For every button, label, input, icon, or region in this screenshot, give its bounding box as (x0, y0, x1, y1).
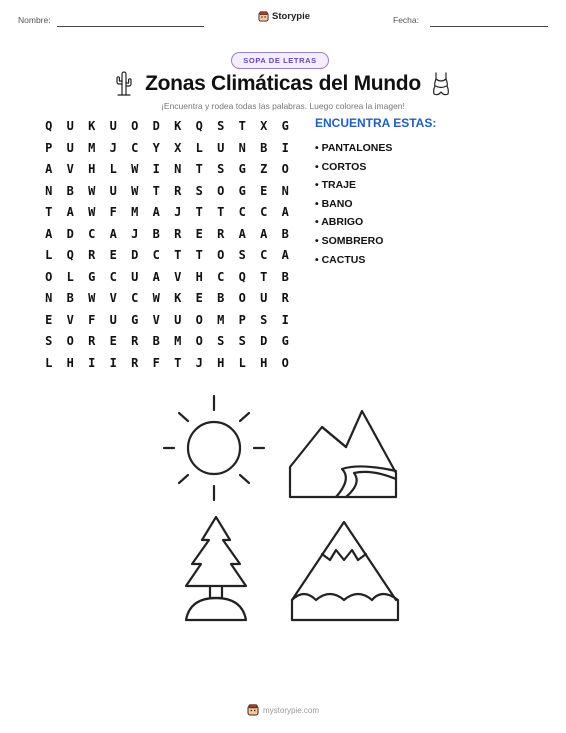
grid-letter[interactable]: J (109, 140, 117, 155)
grid-letter[interactable]: M (88, 140, 96, 155)
grid-letter[interactable]: U (109, 312, 117, 327)
instructions: ¡Encuentra y rodea todas las palabras. Luego colorea la imagen! (161, 101, 405, 111)
grid-letter[interactable]: T (217, 205, 225, 219)
grid-letter[interactable]: E (45, 312, 53, 327)
grid-letter[interactable]: Q (195, 119, 203, 133)
grid-letter[interactable]: R (174, 226, 182, 241)
grid-letter[interactable]: G (88, 269, 96, 284)
grid-letter[interactable]: G (238, 162, 246, 176)
grid-letter[interactable]: B (66, 183, 74, 198)
word-item: • ABRIGO (315, 216, 364, 229)
grid-letter[interactable]: V (109, 291, 117, 305)
grid-letter[interactable]: R (217, 226, 225, 241)
grid-letter[interactable]: R (281, 291, 289, 305)
grid-letter[interactable]: B (281, 269, 289, 284)
grid-letter[interactable]: U (109, 119, 117, 133)
grid-letter[interactable]: F (109, 205, 117, 219)
grid-letter[interactable]: A (45, 162, 53, 176)
grid-letter[interactable]: V (152, 312, 160, 327)
grid-letter[interactable]: E (195, 226, 203, 241)
word-search-grid[interactable] (38, 116, 296, 374)
grid-letter[interactable]: W (88, 291, 96, 305)
grid-letter[interactable]: O (281, 162, 289, 176)
grid-row (38, 159, 296, 181)
grid-letter[interactable]: P (238, 312, 246, 327)
grid-letter[interactable]: R (131, 355, 139, 370)
grid-letter[interactable]: C (131, 140, 139, 155)
grid-letter[interactable]: B (66, 291, 74, 305)
grid-letter[interactable]: S (217, 162, 225, 176)
grid-letter[interactable]: L (109, 162, 117, 176)
grid-letter[interactable]: K (88, 119, 96, 133)
grid-letter[interactable]: H (260, 355, 268, 370)
grid-letter[interactable]: R (174, 183, 182, 198)
grid-letter[interactable]: H (217, 355, 225, 370)
grid-letter[interactable]: Z (260, 162, 268, 176)
grid-letter[interactable]: G (281, 119, 289, 133)
grid-row (38, 202, 296, 224)
grid-letter[interactable]: W (152, 291, 160, 305)
grid-letter[interactable]: D (152, 119, 160, 133)
grid-letter[interactable]: A (238, 226, 246, 241)
sun-icon[interactable] (158, 392, 270, 504)
grid-letter[interactable]: M (217, 312, 225, 327)
grid-letter[interactable]: W (131, 183, 139, 198)
brand-logo (258, 11, 310, 22)
date-label: Fecha: (393, 15, 419, 25)
swimsuit-icon (431, 72, 451, 97)
grid-letter[interactable]: B (217, 291, 225, 305)
grid-row (38, 138, 296, 160)
grid-letter[interactable]: G (238, 183, 246, 198)
grid-letter[interactable]: A (66, 205, 74, 219)
grid-letter[interactable]: T (174, 355, 182, 370)
footer (0, 704, 566, 716)
grid-letter[interactable]: U (66, 119, 74, 133)
grid-letter[interactable]: I (152, 162, 160, 176)
title-row (0, 70, 566, 98)
grid-letter[interactable]: E (109, 334, 117, 348)
grid-letter[interactable]: K (174, 119, 182, 133)
grid-letter[interactable]: E (109, 248, 117, 262)
grid-letter[interactable]: V (174, 269, 182, 284)
grid-letter[interactable]: G (281, 334, 289, 348)
grid-letter[interactable]: I (109, 355, 117, 370)
grid-letter[interactable]: B (281, 226, 289, 241)
grid-letter[interactable]: Y (152, 140, 160, 155)
grid-letter[interactable]: S (217, 334, 225, 348)
grid-letter[interactable]: O (238, 291, 246, 305)
grid-row (38, 181, 296, 203)
grid-letter[interactable]: N (45, 183, 53, 198)
grid-letter[interactable]: P (45, 140, 53, 155)
grid-letter[interactable]: J (174, 205, 182, 219)
grid-letter[interactable]: T (195, 248, 203, 262)
grid-letter[interactable]: N (281, 183, 289, 198)
pine-tree-icon[interactable] (180, 514, 252, 624)
word-item: • SOMBRERO (315, 234, 384, 247)
grid-row (38, 245, 296, 267)
grid-letter[interactable]: X (174, 140, 182, 155)
grid-letter[interactable]: L (238, 355, 246, 370)
word-item: • PANTALONES (315, 142, 393, 154)
grid-letter[interactable]: J (195, 355, 203, 370)
grid-letter[interactable]: T (238, 119, 246, 133)
grid-letter[interactable]: Q (66, 248, 74, 262)
grid-letter[interactable]: A (45, 226, 53, 241)
grid-letter[interactable]: D (131, 248, 139, 262)
grid-letter[interactable]: X (260, 119, 268, 133)
grid-letter[interactable]: U (66, 140, 74, 155)
grid-letter[interactable]: C (152, 248, 160, 262)
grid-letter[interactable]: J (131, 226, 139, 241)
word-item: • TRAJE (315, 179, 357, 192)
grid-letter[interactable]: D (260, 334, 268, 348)
grid-letter[interactable]: N (174, 162, 182, 176)
brand-name: Storypie (272, 11, 311, 22)
desert-dune-icon[interactable] (286, 405, 400, 501)
grid-letter[interactable]: W (88, 183, 96, 198)
grid-letter[interactable]: O (45, 269, 53, 284)
grid-letter[interactable]: U (109, 183, 117, 198)
grid-letter[interactable]: N (45, 291, 53, 305)
grid-letter[interactable]: C (217, 269, 225, 284)
word-list (315, 116, 436, 269)
grid-letter[interactable]: V (66, 162, 74, 176)
storypie-logo-icon (258, 11, 269, 22)
footer-site: mystorypie.com (262, 705, 319, 715)
grid-letter[interactable]: W (131, 162, 139, 176)
grid-letter[interactable]: M (131, 205, 139, 219)
grid-row (38, 224, 296, 246)
grid-letter[interactable]: L (45, 355, 53, 370)
grid-letter[interactable]: T (195, 205, 203, 219)
grid-letter[interactable]: U (131, 269, 139, 284)
grid-letter[interactable]: U (260, 291, 268, 305)
grid-letter[interactable]: O (195, 312, 203, 327)
grid-letter[interactable]: R (88, 334, 96, 348)
grid-letter[interactable]: I (88, 355, 96, 370)
grid-letter[interactable]: F (152, 355, 160, 370)
grid-letter[interactable]: B (260, 140, 268, 155)
grid-letter[interactable]: S (238, 248, 246, 262)
grid-letter[interactable]: N (238, 140, 246, 155)
grid-letter[interactable]: A (152, 269, 160, 284)
grid-letter[interactable]: R (131, 334, 139, 348)
activity-badge: SOPA DE LETRAS (231, 52, 329, 69)
grid-letter[interactable]: V (66, 312, 74, 327)
grid-letter[interactable]: H (88, 162, 96, 176)
grid-row (38, 310, 296, 332)
grid-letter[interactable]: A (281, 248, 289, 262)
grid-letter[interactable]: H (195, 269, 203, 284)
grid-letter[interactable]: T (195, 162, 203, 176)
grid-letter[interactable]: I (281, 140, 289, 155)
grid-letter[interactable]: S (45, 334, 53, 348)
grid-letter[interactable]: T (260, 269, 268, 284)
grid-letter[interactable]: I (281, 312, 289, 327)
grid-letter[interactable]: C (260, 205, 268, 219)
grid-letter[interactable]: M (174, 334, 182, 348)
grid-letter[interactable]: K (174, 291, 182, 305)
word-list-title: ENCUENTRA ESTAS: (315, 116, 437, 130)
grid-row (38, 331, 296, 353)
grid-letter[interactable]: Q (45, 119, 53, 133)
word-item: • CACTUS (315, 253, 366, 266)
grid-letter[interactable]: U (217, 140, 225, 155)
grid-row (38, 267, 296, 289)
snowy-mountain-icon[interactable] (286, 516, 402, 624)
grid-letter[interactable]: C (260, 248, 268, 262)
grid-letter[interactable]: L (45, 248, 53, 262)
grid-letter[interactable]: C (238, 205, 246, 219)
grid-letter[interactable]: T (174, 248, 182, 262)
grid-letter[interactable]: O (131, 119, 139, 133)
grid-letter[interactable]: F (88, 312, 96, 327)
grid-letter[interactable]: S (217, 119, 225, 133)
grid-letter[interactable]: G (131, 312, 139, 327)
grid-letter[interactable]: A (281, 205, 289, 219)
worksheet-header (0, 10, 566, 32)
grid-letter[interactable]: O (66, 334, 74, 348)
storypie-logo-icon (247, 704, 259, 716)
grid-letter[interactable]: A (260, 226, 268, 241)
grid-letter[interactable]: Q (238, 269, 246, 284)
grid-letter[interactable]: A (152, 205, 160, 219)
grid-row (38, 116, 296, 138)
grid-letter[interactable]: C (88, 226, 96, 241)
grid-letter[interactable]: L (66, 269, 74, 284)
word-item: • BANO (315, 197, 353, 210)
word-item: • CORTOS (315, 160, 367, 173)
grid-letter[interactable]: C (109, 269, 117, 284)
grid-letter[interactable]: S (195, 183, 203, 198)
grid-letter[interactable]: B (152, 334, 160, 348)
grid-letter[interactable]: E (195, 291, 203, 305)
grid-letter[interactable]: L (195, 140, 203, 155)
grid-letter[interactable]: O (217, 248, 225, 262)
grid-letter[interactable]: D (66, 226, 74, 241)
grid-row (38, 288, 296, 310)
date-field[interactable] (430, 26, 548, 27)
name-field[interactable] (57, 26, 204, 27)
grid-row (38, 353, 296, 375)
grid-letter[interactable]: T (152, 183, 160, 198)
grid-letter[interactable]: E (260, 183, 268, 198)
grid-letter[interactable]: H (66, 355, 74, 370)
grid-letter[interactable]: O (281, 355, 289, 370)
grid-letter[interactable]: R (88, 248, 96, 262)
page-title: Zonas Climáticas del Mundo (145, 72, 421, 95)
grid-letter[interactable]: O (217, 183, 225, 198)
grid-letter[interactable]: B (152, 226, 160, 241)
name-label: Nombre: (18, 15, 51, 25)
grid-letter[interactable]: C (131, 291, 139, 305)
grid-letter[interactable]: A (109, 226, 117, 241)
grid-letter[interactable]: S (238, 334, 246, 348)
grid-letter[interactable]: U (174, 312, 182, 327)
grid-letter[interactable]: O (195, 334, 203, 348)
grid-letter[interactable]: S (260, 312, 268, 327)
grid-letter[interactable]: T (45, 205, 53, 219)
grid-letter[interactable]: W (88, 205, 96, 219)
